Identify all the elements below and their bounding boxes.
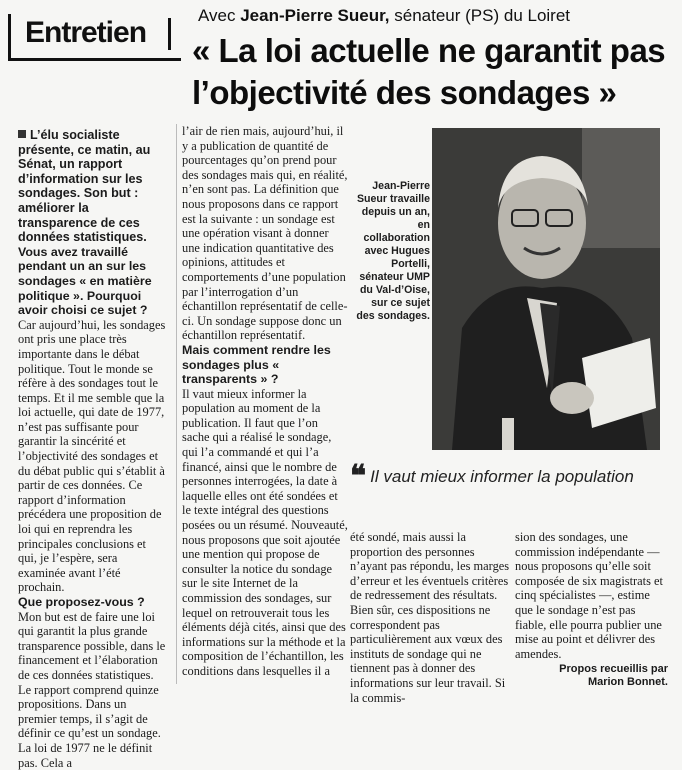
byline-suffix: sénateur (PS) du Loiret: [389, 6, 571, 25]
portrait-illustration: [432, 128, 660, 450]
signature: Propos recueillis par Marion Bonnet.: [559, 663, 668, 688]
question-1: Vous avez travaillé pendant un an sur les sondages « en matière politique ». Pourquoi avoir choisi ce sujet ?: [18, 244, 152, 318]
answer-2-part-1: Mon but est de faire une loi qui garantit la plus grande transparence possible, dans le financement et l’élaboration de ces données statistiques. Le rapport comprend quinze propositions. Dans un premier temps, il s’agit de définir ce qu’est un sondage. La loi de 1977 ne le définit pas. Cela a: [18, 609, 166, 770]
byline-name: Jean-Pierre Sueur,: [240, 6, 390, 25]
answer-2-part-2: l’air de rien mais, aujourd’hui, il y a publication de quantité de pourcentages qu’on prend pour des sondages mais qui, en réalité, n’en sont pas. La définition que nous proposons dans ce rapport est la suivante : un sondage est une opération visant à donner une indication quantitative des opinions, attitudes et comportements d’une population par l’interrogation d’un échantillon représentatif de celle-ci. Un sondage suppose donc un échantillon représentatif.: [182, 124, 348, 343]
quote-mark-icon: ❝: [350, 460, 367, 493]
lead-text: L’élu socialiste présente, ce matin, au Sénat, un rapport d’information sur les sondages. Son but : améliorer la transparence de ces données statistiques.: [18, 128, 151, 245]
column-divider: [176, 124, 177, 684]
section-kicker: [8, 14, 181, 61]
portrait-photo: [432, 128, 660, 450]
answer-1: Car aujourd’hui, les sondages ont pris une place très importante dans le débat politique. Tout le monde se réfère à des sondages tout le temps. Et il me semble que la loi actuelle, qui date de 1977, n’est pas suffisante pour garantir la sincérité et l’objectivité des sondages et du débat public qui s’établit à partir de ces données. Ce rapport d’information précédera une proposition de loi qui en reprendra les principales conclusions et qui, je l’espère, sera examinée avant l’été prochain.: [18, 317, 166, 595]
pull-quote: [350, 460, 670, 493]
column-4: [515, 530, 667, 661]
byline-prefix: Avec: [198, 6, 241, 25]
square-bullet-icon: [18, 130, 26, 138]
column-3: [350, 530, 512, 705]
column-2: [182, 124, 348, 679]
kicker-label: Entretien: [21, 16, 150, 50]
answer-3-part-3: sion des sondages, une commission indépendante — nous proposons qu’elle soit composée de six magistrats et cinq spécialistes —, estime que le sondage n’est pas fiable, elle pourra publier une mise au point et délivrer des amendes.: [515, 530, 663, 661]
question-3: Mais comment rendre les sondages plus « transparents » ?: [182, 342, 331, 387]
lead-paragraph: [18, 128, 166, 245]
question-2: Que proposez-vous ?: [18, 595, 145, 609]
photo-caption: Jean-Pierre Sueur travaille depuis un an, en collaboration avec Hugues Portelli, sénateur UMP du Val-d’Oise, sur ce sujet des sondages.: [356, 180, 430, 322]
byline: [198, 6, 570, 26]
headline: « La loi actuelle ne garantit pas l’objectivité des sondages »: [192, 32, 666, 111]
column-1: [18, 128, 166, 770]
answer-3-part-1: Il vaut mieux informer la population au moment de la publication. Il faut que l’on sache qui a réalisé le sondage, qui l’a commandé et qui l’a financé, ainsi que le nombre de personnes interrogées, la date à laquelle elles ont été sondées et le texte intégral des questions posées ou un résumé. Nouveauté, nous proposons que soit ajoutée une mention qui propose de consulter la notice du sondage sur le site Internet de la commission des sondages, sur lequel on retrouverait tous les éléments déjà cités, ainsi que des informations sur la méthode et la composition de l’échantillon, les conditions dans lesquelles il a: [182, 386, 348, 678]
pull-quote-text: Il vaut mieux informer la population: [370, 467, 634, 486]
answer-3-part-2: été sondé, mais aussi la proportion des personnes n’ayant pas répondu, les marges d’erreur et les éventuels critères de redressement des résultats. Bien sûr, ces dispositions ne correspondent pas particulièrement aux vœux des instituts de sondage qui ne tiennent pas à donner des informations sur leur travail. Si la commis-: [350, 530, 510, 705]
